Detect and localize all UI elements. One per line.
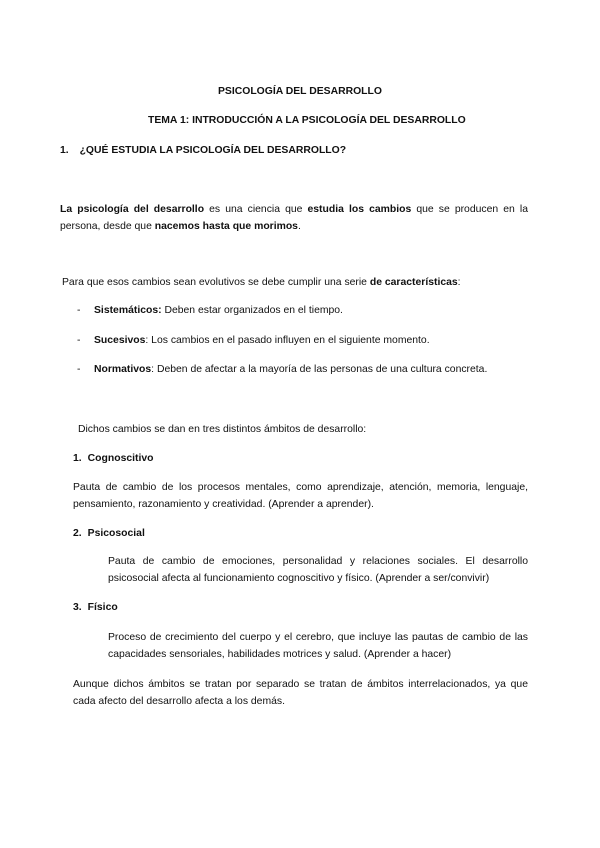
area-description: Proceso de crecimiento del cuerpo y el cerebro, que incluye las pautas de cambio de las capacidades sensoriales, habilidades motrices y salud. (Aprender a hacer) [108, 632, 528, 660]
characteristic-item [77, 335, 430, 346]
characteristics-intro [62, 277, 461, 288]
area-heading [73, 453, 153, 464]
definition-text-3: . [297, 221, 301, 232]
bullet-dash: - [77, 305, 81, 316]
area-name: Cognoscitivo [87, 453, 154, 464]
characteristics-intro-text: Para que esos cambios sean evolutivos se debe cumplir una serie [62, 277, 370, 288]
areas-intro: Dichos cambios se dan en tres distintos ámbitos de desarrollo: [78, 424, 367, 435]
characteristic-item [77, 364, 487, 375]
characteristics-intro-end: : [457, 277, 461, 288]
section-heading [60, 145, 346, 156]
area-description: Pauta de cambio de los procesos mentales, como aprendizaje, atención, memoria, lenguaje, pensamiento, razonamiento y creatividad. (Aprender a aprender). [73, 482, 528, 510]
definition-paragraph [60, 201, 528, 235]
characteristic-name: Sistemáticos: [94, 305, 162, 316]
document-subtitle: TEMA 1: INTRODUCCIÓN A LA PSICOLOGÍA DEL DESARROLLO [148, 115, 466, 126]
definition-bold-3: nacemos hasta que morimos [154, 221, 298, 232]
area-number: 2. [73, 528, 82, 539]
section-title: ¿QUÉ ESTUDIA LA PSICOLOGÍA DEL DESARROLLO? [79, 145, 347, 156]
characteristics-intro-bold: de características [369, 277, 458, 288]
characteristic-item [77, 305, 343, 316]
characteristic-text: : Deben de afectar a la mayoría de las personas de una cultura concreta. [151, 364, 488, 375]
definition-text-1: es una ciencia que [204, 204, 308, 215]
document-title: PSICOLOGÍA DEL DESARROLLO [218, 86, 382, 97]
section-number: 1. [60, 145, 69, 156]
characteristic-text: Deben estar organizados en el tiempo. [161, 305, 343, 316]
definition-term: La psicología del desarrollo [60, 204, 205, 215]
bullet-dash: - [77, 364, 81, 375]
area-description: Pauta de cambio de emociones, personalidad y relaciones sociales. El desarrollo psicosocial afecta al funcionamiento cognoscitivo y físico. (Aprender a ser/convivir) [108, 556, 528, 584]
definition-bold-2: estudia los cambios [307, 204, 412, 215]
conclusion-paragraph: Aunque dichos ámbitos se tratan por separado se tratan de ámbitos interrelacionados, ya que cada afecto del desarrollo afecta a los demás. [73, 679, 528, 707]
area-number: 1. [73, 453, 82, 464]
area-heading [73, 602, 118, 613]
area-name: Físico [87, 602, 118, 613]
bullet-dash: - [77, 335, 81, 346]
definition-text-2: que se producen en la persona, desde que [60, 204, 528, 232]
characteristic-name: Sucesivos [94, 335, 146, 346]
area-number: 3. [73, 602, 82, 613]
characteristic-name: Normativos [94, 364, 152, 375]
characteristic-text: : Los cambios en el pasado influyen en el siguiente momento. [145, 335, 430, 346]
area-name: Psicosocial [87, 528, 145, 539]
area-heading [73, 528, 145, 539]
